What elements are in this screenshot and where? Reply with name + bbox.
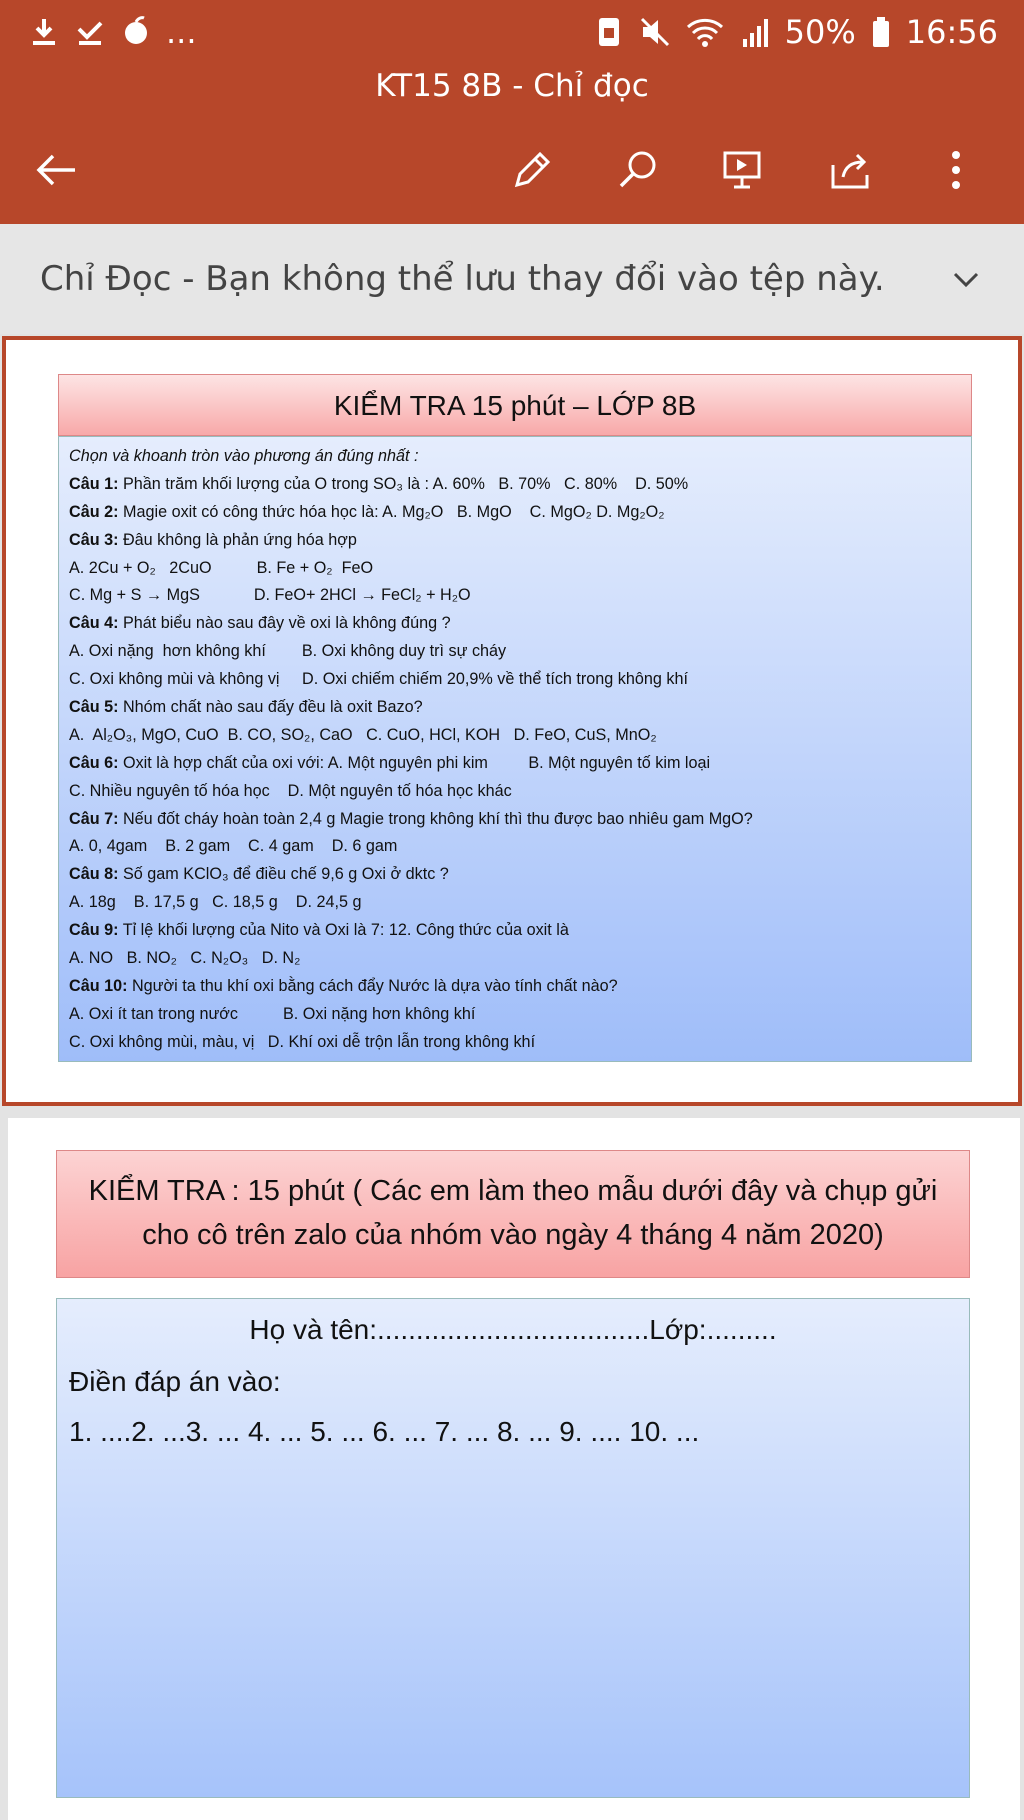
slide-2-title: [56, 1150, 970, 1278]
answer-numbers: 1. ....2. ...3. ... 4. ... 5. ... 6. ... 7. ... 8. ... 9. .... 10. ...: [69, 1416, 700, 1447]
question-text: A. 18g B. 17,5 g C. 18,5 g D. 24,5 g: [69, 893, 362, 912]
question-text: C. Oxi không mùi, màu, vị D. Khí oxi dễ trộn lẫn trong không khí: [69, 1032, 536, 1051]
question-label: Câu 3:: [69, 530, 119, 549]
share-icon: [825, 145, 875, 195]
answer-form: [56, 1298, 970, 1798]
status-bar: [0, 0, 1024, 66]
question-line: [69, 638, 961, 666]
question-line: [69, 1029, 961, 1057]
question-line: [69, 917, 961, 945]
question-line: [69, 889, 961, 917]
question-text: A. NO B. NO₂ C. N₂O₃ D. N₂: [69, 949, 301, 968]
slide-1-title: KIỂM TRA 15 phút – LỚP 8B: [58, 374, 972, 436]
question-list: [69, 471, 961, 1057]
question-text: Magie oxit có công thức hóa học là: A. Mg₂O B. MgO C. MgO₂ D. Mg₂O₂: [118, 502, 665, 521]
question-line: [69, 555, 961, 583]
question-text: Tỉ lệ khối lượng của Nito và Oxi là 7: 12. Công thức của oxit là: [118, 921, 569, 940]
question-text: A. 0, 4gam B. 2 gam C. 4 gam D. 6 gam: [69, 837, 398, 856]
signal-icon: [739, 15, 771, 49]
read-only-banner[interactable]: [0, 224, 1024, 334]
clock: 16:56: [905, 13, 998, 51]
question-label: Câu 9:: [69, 921, 119, 940]
question-line: [69, 833, 961, 861]
question-text: Phát biểu nào sau đây về oxi là không đúng ?: [118, 614, 451, 633]
question-text: Nếu đốt cháy hoàn toàn 2,4 g Magie trong không khí thì thu được bao nhiêu gam MgO?: [118, 809, 753, 828]
question-line: [69, 750, 961, 778]
present-button[interactable]: [712, 140, 772, 200]
question-line: [69, 666, 961, 694]
download-icon: [28, 15, 60, 49]
banner-text: Chỉ Đọc - Bạn không thể lưu thay đổi vào tệp này.: [40, 259, 885, 299]
pencil-icon: [507, 145, 557, 195]
app-header: [0, 0, 1024, 224]
instructions: Chọn và khoanh tròn vào phương án đúng nhất :: [69, 447, 419, 465]
question-text: A. Oxi nặng hơn không khí B. Oxi không duy trì sự cháy: [69, 642, 507, 661]
presentation-icon: [717, 145, 767, 195]
question-line: [69, 1001, 961, 1029]
back-arrow-icon: [31, 145, 81, 195]
question-text: A. 2Cu + O₂ 2CuO B. Fe + O₂ FeO: [69, 558, 374, 577]
question-line: [69, 945, 961, 973]
app-icon: [120, 15, 152, 49]
question-label: Câu 6:: [69, 753, 119, 772]
question-line: [69, 722, 961, 750]
question-line: [69, 471, 961, 499]
fill-answers-label: Điền đáp án vào:: [69, 1366, 281, 1397]
question-text: C. Mg + S → MgS D. FeO+ 2HCl → FeCl₂ + H₂O: [69, 586, 471, 605]
question-line: [69, 499, 961, 527]
question-line: [69, 973, 961, 1001]
slide-1-content: [58, 436, 972, 1062]
search-icon: [613, 145, 663, 195]
question-text: Phần trăm khối lượng của O trong SO₃ là : A. 60% B. 70% C. 80% D. 50%: [118, 474, 689, 493]
slide-2-title-line-1: KIỂM TRA : 15 phút ( Các em làm theo mẫu dưới đây và chụp gửi: [88, 1175, 938, 1207]
document-title: KT15 8B - Chỉ đọc: [375, 68, 649, 104]
battery-icon: [870, 15, 892, 49]
back-button[interactable]: [26, 140, 86, 200]
chevron-down-icon[interactable]: [950, 264, 982, 296]
wifi-icon: [685, 15, 725, 49]
question-line: [69, 806, 961, 834]
slide-2-title-line-2: cho cô trên zalo của nhóm vào ngày 4 tháng 4 năm 2020): [142, 1219, 884, 1251]
name-class-line: Họ và tên:...................................Lớp:.........: [249, 1314, 777, 1345]
slide-1[interactable]: [2, 336, 1022, 1106]
question-text: Đâu không là phản ứng hóa hợp: [118, 530, 357, 549]
question-label: Câu 1:: [69, 474, 119, 493]
question-label: Câu 4:: [69, 614, 119, 633]
question-line: [69, 582, 961, 610]
sim-icon: [593, 15, 625, 49]
question-text: Người ta thu khí oxi bằng cách đẩy Nước là dựa vào tính chất nào?: [127, 976, 618, 995]
more-vertical-icon: [931, 145, 981, 195]
question-label: Câu 2:: [69, 502, 119, 521]
edit-button[interactable]: [502, 140, 562, 200]
more-options-button[interactable]: [926, 140, 986, 200]
question-label: Câu 7:: [69, 809, 119, 828]
slide-2[interactable]: [8, 1118, 1020, 1820]
search-button[interactable]: [608, 140, 668, 200]
share-button[interactable]: [820, 140, 880, 200]
status-overflow: ...: [166, 13, 197, 51]
question-line: [69, 694, 961, 722]
question-text: C. Nhiều nguyên tố hóa học D. Một nguyên tố hóa học khác: [69, 781, 512, 800]
question-label: Câu 8:: [69, 865, 119, 884]
question-text: Oxit là hợp chất của oxi với: A. Một nguyên phi kim B. Một nguyên tố kim loại: [118, 753, 711, 772]
check-download-icon: [74, 15, 106, 49]
question-line: [69, 778, 961, 806]
question-line: [69, 861, 961, 889]
question-text: Số gam KClO₃ để điều chế 9,6 g Oxi ở dktc ?: [118, 865, 449, 884]
battery-percent: 50%: [784, 13, 856, 51]
question-label: Câu 10:: [69, 976, 128, 995]
question-line: [69, 610, 961, 638]
mute-icon: [639, 15, 671, 49]
question-text: A. Oxi ít tan trong nước B. Oxi nặng hơn không khí: [69, 1004, 476, 1023]
question-line: [69, 527, 961, 555]
question-text: Nhóm chất nào sau đấy đều là oxit Bazo?: [118, 698, 423, 717]
question-label: Câu 5:: [69, 698, 119, 717]
question-text: A. Al₂O₃, MgO, CuO B. CO, SO₂, CaO C. CuO, HCl, KOH D. FeO, CuS, MnO₂: [69, 725, 657, 744]
question-text: C. Oxi không mùi và không vị D. Oxi chiếm chiếm 20,9% về thể tích trong không khí: [69, 670, 689, 689]
